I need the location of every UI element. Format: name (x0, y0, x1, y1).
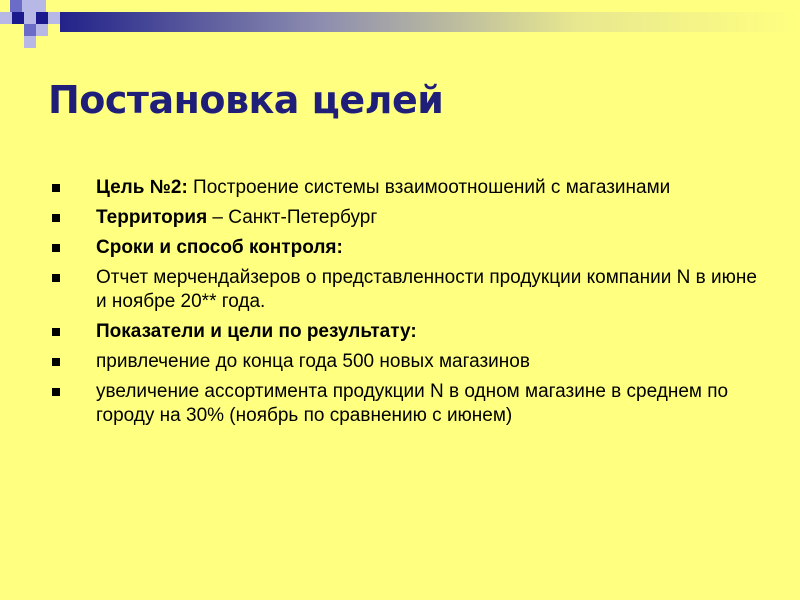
corner-squares-icon (0, 0, 60, 48)
bullet-item (48, 320, 768, 344)
bullet-square-icon (52, 328, 60, 336)
bullet-text: привлечение до конца года 500 новых магазинов (96, 351, 530, 372)
bullet-square-icon (52, 358, 60, 366)
bullet-heading: Цель №2: (96, 177, 188, 198)
bullet-square-icon (52, 388, 60, 396)
bullet-square-icon (52, 274, 60, 282)
bullet-square-icon (52, 184, 60, 192)
bullet-text: – Санкт-Петербург (207, 207, 378, 228)
bullet-item (48, 206, 768, 230)
bullet-text: Построение системы взаимоотношений с магазинами (187, 177, 671, 198)
bullet-item (48, 350, 768, 374)
bullet-item (48, 236, 768, 260)
bullet-heading: Территория (96, 207, 208, 228)
bullet-item (48, 176, 768, 200)
bullet-square-icon (52, 214, 60, 222)
bullet-square-icon (52, 244, 60, 252)
bullet-heading: Сроки и способ контроля: (96, 237, 343, 258)
bullet-item (48, 380, 768, 428)
bullet-item (48, 266, 768, 314)
gradient-band (60, 12, 800, 32)
bullet-list (48, 176, 768, 434)
bullet-text: увеличение ассортимента продукции N в одном магазине в среднем по городу на 30% (ноябрь по сравнению с июнем) (96, 381, 729, 426)
header-decoration (0, 0, 800, 60)
bullet-text: Отчет мерчендайзеров о представленности продукции компании N в июне и ноябре 20** года. (96, 267, 757, 312)
bullet-heading: Показатели и цели по результату: (96, 321, 417, 342)
slide-title: Постановка целей (48, 78, 444, 122)
